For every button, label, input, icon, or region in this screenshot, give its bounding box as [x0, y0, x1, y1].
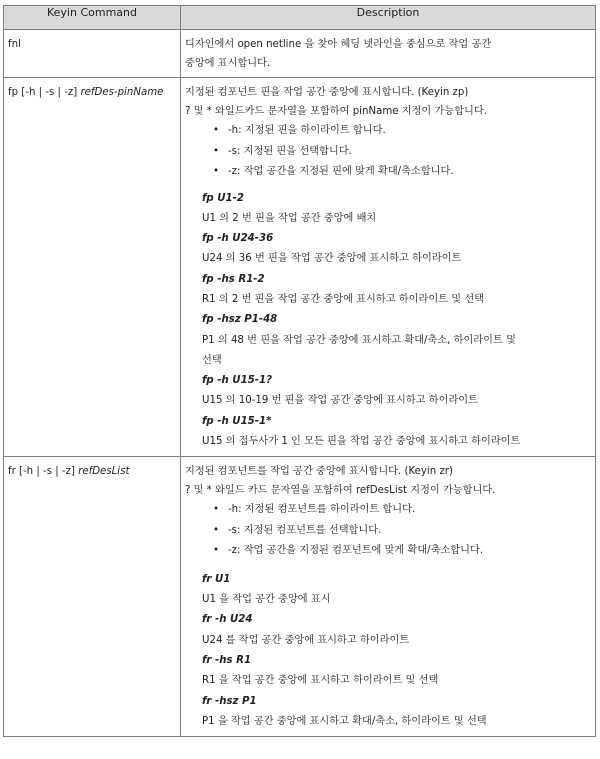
command-text: fnl	[8, 39, 21, 50]
bullet-icon: •	[213, 166, 220, 177]
example-command: fp -h U24-36	[202, 233, 274, 245]
option-text: -h: 지정된 핀을 하이라이트 합니다.	[228, 125, 386, 136]
example-command: fp -hsz P1-48	[202, 314, 278, 326]
example-description: U15 의 10-19 번 핀을 작업 공간 중앙에 표시하고 하이라이트	[202, 395, 478, 407]
example-description: U24 의 36 번 핀을 작업 공간 중앙에 표시하고 하이라이트	[202, 253, 462, 265]
command-cell	[4, 457, 181, 737]
bullet-icon: •	[213, 145, 220, 157]
command-argument: refDes-pinName	[80, 87, 164, 98]
example-description: R1 의 2 번 핀을 작업 공간 중앙에 표시하고 하이라이트 및 선택	[202, 293, 485, 305]
example-description: U15 의 접두사가 1 인 모든 핀을 작업 공간 중앙에 표시하고 하이라이트	[202, 436, 521, 448]
table-row	[4, 457, 596, 737]
command-argument: refDesList	[78, 466, 130, 478]
table-row	[4, 30, 596, 78]
option-bullet	[185, 162, 591, 183]
example-command: fp -h U15-1*	[202, 415, 272, 427]
command-text	[8, 83, 176, 102]
example-description: P1 을 작업 공간 중앙에 표시하고 확대/축소, 하이라이트 및 선택	[202, 715, 487, 727]
description-intro: 지정된 컴포넌트를 작업 공간 중앙에 표시합니다. (Keyin zr)	[185, 466, 453, 478]
example-description: R1 을 작업 공간 중앙에 표시하고 하이라이트 및 선택	[202, 675, 439, 687]
command-syntax: fp [-h | -s | -z]	[8, 87, 81, 98]
option-bullet	[185, 541, 591, 562]
example-description: U24 를 작업 공간 중앙에 표시하고 하이라이트	[202, 634, 410, 646]
option-text: -z: 작업 공간을 지정된 핀에 맞게 확대/축소합니다.	[228, 166, 454, 177]
description-cell	[181, 30, 596, 78]
example-command: fr -hsz P1	[202, 695, 257, 707]
option-bullet	[185, 500, 591, 521]
bullet-icon: •	[213, 524, 220, 536]
example-command: fp U1-2	[202, 192, 244, 204]
examples-block	[185, 189, 591, 453]
example-command: fr -hs R1	[202, 655, 252, 667]
description-line: 중앙에 표시합니다.	[185, 58, 271, 69]
option-bullet	[185, 142, 591, 163]
option-bullet	[185, 121, 591, 142]
description-cell	[181, 457, 596, 737]
bullet-icon: •	[213, 504, 220, 516]
example-command: fp -hs R1-2	[202, 273, 265, 285]
option-text: -s: 지정된 핀을 선택합니다.	[228, 145, 352, 157]
option-text: -s: 지정된 컴포넌트를 선택합니다.	[228, 524, 382, 536]
example-description: 선택	[202, 354, 222, 366]
example-command: fp -h U15-1?	[202, 375, 272, 387]
command-cell	[4, 30, 181, 78]
example-command: fr U1	[202, 573, 231, 585]
header-description: Description	[181, 6, 596, 30]
option-text: -h: 지정된 컴포넌트를 하이라이트 합니다.	[228, 504, 416, 516]
command-syntax: fr [-h | -s | -z]	[8, 466, 79, 478]
bullet-icon: •	[213, 545, 220, 557]
example-command: fr -h U24	[202, 614, 253, 626]
option-bullet	[185, 521, 591, 542]
option-text: -z: 작업 공간을 지정된 컴포넌트에 맞게 확대/축소합니다.	[228, 545, 484, 557]
wildcard-note: ? 및 * 와일드카드 문자열을 포함하여 pinName 지정이 가능합니다.	[185, 106, 487, 117]
command-text	[8, 462, 176, 481]
examples-block	[185, 570, 591, 732]
header-keyin-command: Keyin Command	[4, 6, 181, 30]
description-cell	[181, 78, 596, 457]
example-description: U1 을 작업 공간 중앙에 표시	[202, 594, 331, 606]
table-row	[4, 78, 596, 457]
example-description: P1 의 48 번 핀을 작업 공간 중앙에 표시하고 확대/축소, 하이라이트 및	[202, 334, 516, 346]
command-cell	[4, 78, 181, 457]
wildcard-note: ? 및 * 와일드 카드 문자열을 포함하여 refDesList 지정이 가능합니다.	[185, 485, 496, 497]
description-line: 디자인에서 open netline 을 찾아 헤딩 넷라인을 중심으로 작업 공간	[185, 39, 492, 50]
keyin-command-table	[3, 5, 596, 737]
example-description: U1 의 2 번 핀을 작업 공간 중앙에 배치	[202, 212, 377, 224]
description-intro: 지정된 컴포넌트 핀을 작업 공간 중앙에 표시합니다. (Keyin zp)	[185, 87, 469, 98]
header-row	[4, 6, 596, 30]
bullet-icon: •	[213, 125, 220, 136]
